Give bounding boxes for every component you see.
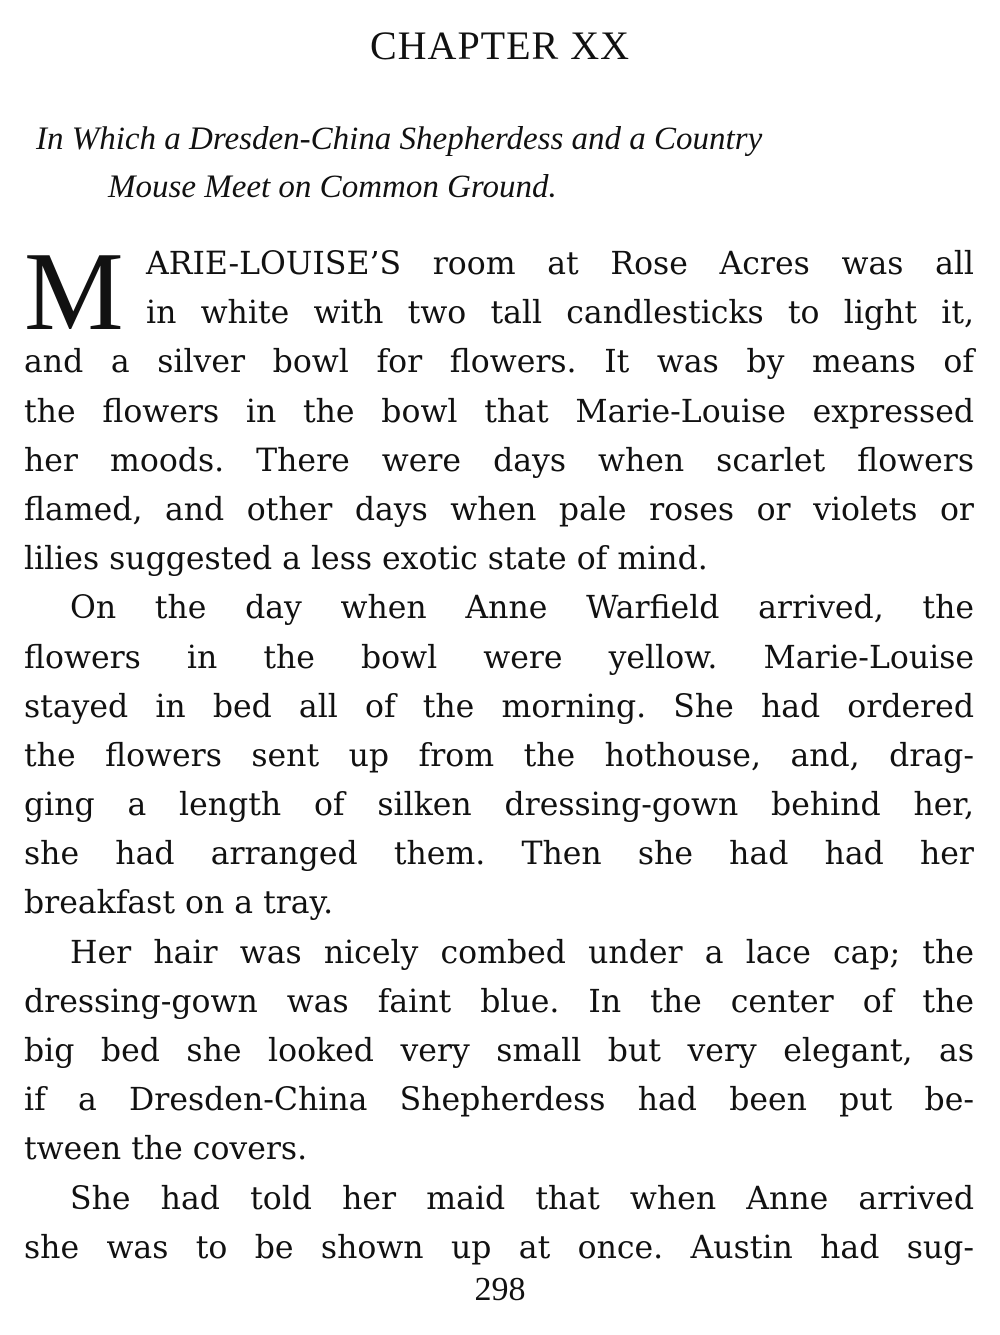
text-line: she had arranged them. Then she had had her [24, 836, 974, 873]
text-line: ARIE-LOUISE’S room at Rose Acres was all [146, 246, 974, 282]
text-line: the flowers in the bowl that Marie-Louise expressed [24, 393, 974, 430]
text-line: On the day when Anne Warfield arrived, the [70, 590, 974, 627]
text-line: in white with two tall candlesticks to light it, [146, 295, 974, 332]
text-line: Her hair was nicely combed under a lace cap; the [70, 934, 974, 971]
text-line: breakfast on a tray. [24, 885, 334, 922]
text-line: ging a length of silken dressing-gown behind her, [24, 787, 974, 824]
text-line: tween the covers. [24, 1131, 308, 1168]
text-line: flamed, and other days when pale roses or violets or [24, 491, 974, 528]
text-line: her moods. There were days when scarlet flowers [24, 442, 974, 479]
text-line: She had told her maid that when Anne arrived [70, 1180, 974, 1217]
text-line: big bed she looked very small but very elegant, as [24, 1033, 974, 1069]
text-line: stayed in bed all of the morning. She had ordered [24, 688, 974, 725]
text-line: lilies suggested a less exotic state of mind. [24, 541, 708, 578]
drop-cap: M [24, 230, 124, 354]
chapter-heading: CHAPTER XX [369, 23, 631, 68]
text-line: and a silver bowl for flowers. It was by means of [24, 344, 974, 381]
body-text [24, 230, 974, 1273]
chapter-subtitle-line: Mouse Meet on Common Ground. [108, 169, 557, 205]
text-line: if a Dresden-China Shepherdess had been put be- [24, 1082, 974, 1119]
chapter-subtitle [28, 115, 978, 211]
chapter-subtitle-line: In Which a Dresden-China Shepherdess and a Country [36, 121, 763, 157]
text-line: the flowers sent up from the hothouse, and, drag- [24, 737, 974, 774]
page-number: 298 [474, 1271, 526, 1308]
text-line: dressing-gown was faint blue. In the center of the [24, 983, 974, 1020]
text-line: she was to be shown up at once. Austin had sug- [24, 1229, 974, 1266]
text-line: flowers in the bowl were yellow. Marie-Louise [24, 639, 974, 676]
